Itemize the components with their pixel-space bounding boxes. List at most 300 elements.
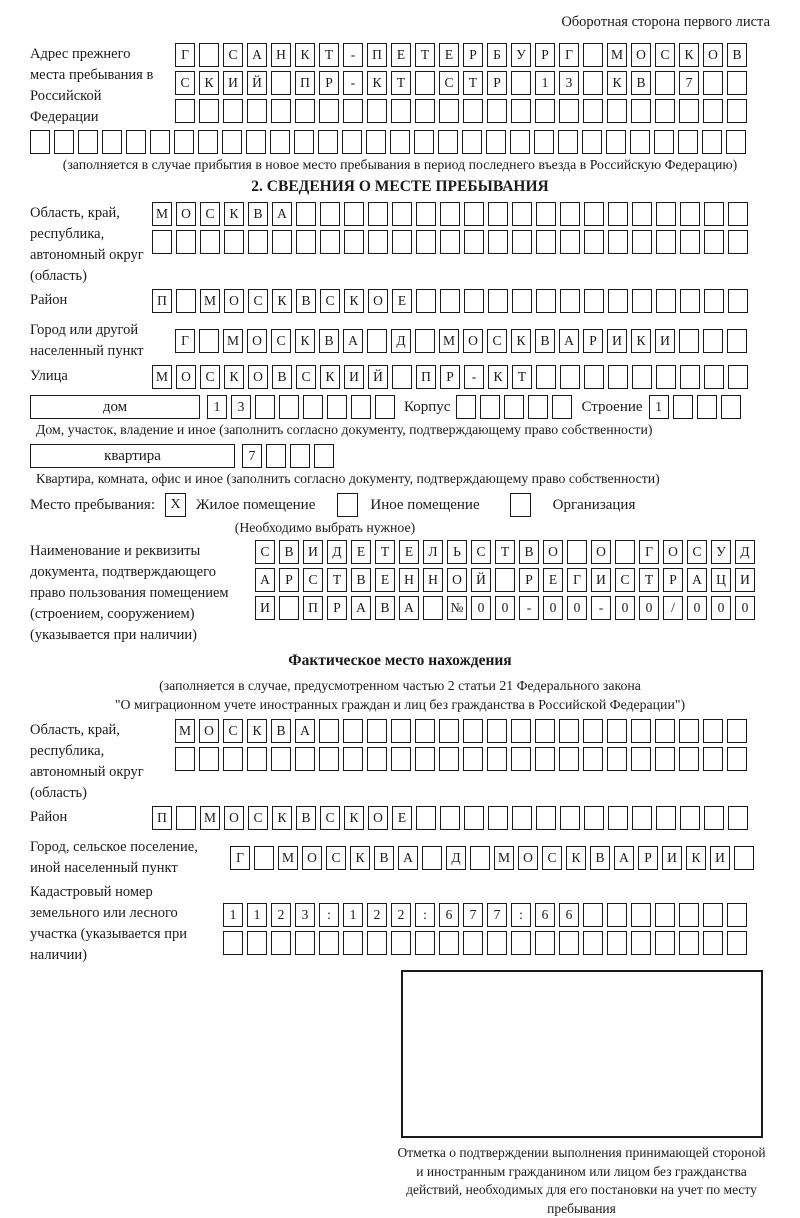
char-cell[interactable]: И: [655, 329, 675, 353]
char-cell[interactable]: [487, 99, 507, 123]
char-cell[interactable]: П: [416, 365, 436, 389]
char-cell[interactable]: [679, 903, 699, 927]
char-cell[interactable]: 1: [535, 71, 555, 95]
char-cell[interactable]: [416, 230, 436, 254]
char-cell[interactable]: [223, 747, 243, 771]
char-cell[interactable]: К: [344, 289, 364, 313]
char-cell[interactable]: Й: [368, 365, 388, 389]
char-cell[interactable]: [535, 719, 555, 743]
char-cell[interactable]: Е: [391, 43, 411, 67]
char-cell[interactable]: [464, 289, 484, 313]
char-cell[interactable]: 2: [367, 903, 387, 927]
checkbox-other-premises[interactable]: [337, 493, 358, 517]
char-cell[interactable]: П: [295, 71, 315, 95]
char-cell[interactable]: [470, 846, 490, 870]
char-cell[interactable]: [319, 719, 339, 743]
char-cell[interactable]: [727, 99, 747, 123]
char-cell[interactable]: С: [271, 329, 291, 353]
char-cell[interactable]: [486, 130, 506, 154]
char-cell[interactable]: [632, 289, 652, 313]
char-cell[interactable]: Т: [391, 71, 411, 95]
char-cell[interactable]: У: [511, 43, 531, 67]
char-cell[interactable]: Г: [639, 540, 659, 564]
char-cell[interactable]: 2: [391, 903, 411, 927]
char-cell[interactable]: [319, 99, 339, 123]
char-cell[interactable]: [254, 846, 274, 870]
char-cell[interactable]: Н: [271, 43, 291, 67]
char-cell[interactable]: [680, 230, 700, 254]
char-cell[interactable]: [344, 230, 364, 254]
char-cell[interactable]: [456, 395, 476, 419]
char-cell[interactable]: Р: [663, 568, 683, 592]
char-cell[interactable]: Д: [391, 329, 411, 353]
char-cell[interactable]: 0: [615, 596, 635, 620]
char-cell[interactable]: И: [607, 329, 627, 353]
char-cell[interactable]: С: [687, 540, 707, 564]
char-cell[interactable]: [344, 202, 364, 226]
checkbox-residential[interactable]: X: [165, 493, 186, 517]
char-cell[interactable]: [463, 931, 483, 955]
char-cell[interactable]: О: [591, 540, 611, 564]
char-cell[interactable]: А: [255, 568, 275, 592]
char-cell[interactable]: [511, 719, 531, 743]
char-cell[interactable]: [679, 99, 699, 123]
char-cell[interactable]: 7: [463, 903, 483, 927]
char-cell[interactable]: Р: [535, 43, 555, 67]
char-cell[interactable]: С: [542, 846, 562, 870]
char-cell[interactable]: Р: [319, 71, 339, 95]
char-cell[interactable]: [536, 806, 556, 830]
char-cell[interactable]: [152, 230, 172, 254]
char-cell[interactable]: [536, 202, 556, 226]
char-cell[interactable]: Е: [392, 289, 412, 313]
char-cell[interactable]: [367, 99, 387, 123]
char-cell[interactable]: [656, 365, 676, 389]
char-cell[interactable]: Д: [446, 846, 466, 870]
char-cell[interactable]: [631, 903, 651, 927]
char-cell[interactable]: В: [727, 43, 747, 67]
char-cell[interactable]: [656, 289, 676, 313]
char-cell[interactable]: Ц: [711, 568, 731, 592]
char-cell[interactable]: [511, 747, 531, 771]
char-cell[interactable]: О: [631, 43, 651, 67]
char-cell[interactable]: И: [735, 568, 755, 592]
char-cell[interactable]: О: [368, 289, 388, 313]
char-cell[interactable]: [222, 130, 242, 154]
char-cell[interactable]: Р: [583, 329, 603, 353]
char-cell[interactable]: [272, 230, 292, 254]
char-cell[interactable]: [512, 289, 532, 313]
char-cell[interactable]: [631, 99, 651, 123]
char-cell[interactable]: [296, 202, 316, 226]
char-cell[interactable]: [416, 202, 436, 226]
char-cell[interactable]: А: [343, 329, 363, 353]
char-cell[interactable]: [390, 130, 410, 154]
char-cell[interactable]: [30, 130, 50, 154]
char-cell[interactable]: [727, 747, 747, 771]
char-cell[interactable]: К: [367, 71, 387, 95]
char-cell[interactable]: К: [679, 43, 699, 67]
char-cell[interactable]: [343, 719, 363, 743]
char-cell[interactable]: [608, 230, 628, 254]
char-cell[interactable]: [368, 202, 388, 226]
char-cell[interactable]: [734, 846, 754, 870]
char-cell[interactable]: С: [655, 43, 675, 67]
char-cell[interactable]: [727, 903, 747, 927]
char-cell[interactable]: О: [368, 806, 388, 830]
char-cell[interactable]: [414, 130, 434, 154]
char-cell[interactable]: С: [439, 71, 459, 95]
char-cell[interactable]: [199, 99, 219, 123]
char-cell[interactable]: А: [399, 596, 419, 620]
char-cell[interactable]: [615, 540, 635, 564]
char-cell[interactable]: [680, 806, 700, 830]
char-cell[interactable]: [495, 568, 515, 592]
char-cell[interactable]: М: [175, 719, 195, 743]
char-cell[interactable]: [487, 719, 507, 743]
char-cell[interactable]: В: [590, 846, 610, 870]
char-cell[interactable]: [536, 365, 556, 389]
char-cell[interactable]: К: [511, 329, 531, 353]
char-cell[interactable]: [463, 747, 483, 771]
char-cell[interactable]: В: [279, 540, 299, 564]
char-cell[interactable]: [327, 395, 347, 419]
char-cell[interactable]: -: [464, 365, 484, 389]
char-cell[interactable]: Р: [279, 568, 299, 592]
char-cell[interactable]: [721, 395, 741, 419]
char-cell[interactable]: [319, 931, 339, 955]
char-cell[interactable]: [271, 931, 291, 955]
char-cell[interactable]: [463, 99, 483, 123]
char-cell[interactable]: 0: [567, 596, 587, 620]
char-cell[interactable]: Г: [175, 329, 195, 353]
char-cell[interactable]: [608, 202, 628, 226]
char-cell[interactable]: [536, 230, 556, 254]
char-cell[interactable]: М: [494, 846, 514, 870]
char-cell[interactable]: [294, 130, 314, 154]
char-cell[interactable]: К: [686, 846, 706, 870]
char-cell[interactable]: А: [559, 329, 579, 353]
char-cell[interactable]: О: [543, 540, 563, 564]
char-cell[interactable]: В: [375, 596, 395, 620]
char-cell[interactable]: Б: [487, 43, 507, 67]
char-cell[interactable]: 0: [471, 596, 491, 620]
char-cell[interactable]: Е: [392, 806, 412, 830]
char-cell[interactable]: [727, 719, 747, 743]
char-cell[interactable]: 2: [271, 903, 291, 927]
char-cell[interactable]: [608, 365, 628, 389]
char-cell[interactable]: [607, 903, 627, 927]
char-cell[interactable]: Т: [495, 540, 515, 564]
char-cell[interactable]: [583, 719, 603, 743]
char-cell[interactable]: К: [350, 846, 370, 870]
char-cell[interactable]: [703, 931, 723, 955]
char-cell[interactable]: [631, 931, 651, 955]
char-cell[interactable]: [535, 931, 555, 955]
char-cell[interactable]: О: [224, 806, 244, 830]
char-cell[interactable]: [464, 230, 484, 254]
char-cell[interactable]: В: [519, 540, 539, 564]
char-cell[interactable]: [559, 931, 579, 955]
char-cell[interactable]: А: [272, 202, 292, 226]
char-cell[interactable]: [480, 395, 500, 419]
char-cell[interactable]: [584, 365, 604, 389]
char-cell[interactable]: [607, 719, 627, 743]
char-cell[interactable]: Р: [463, 43, 483, 67]
char-cell[interactable]: [488, 202, 508, 226]
char-cell[interactable]: [728, 806, 748, 830]
char-cell[interactable]: [632, 202, 652, 226]
char-cell[interactable]: [511, 931, 531, 955]
char-cell[interactable]: -: [519, 596, 539, 620]
char-cell[interactable]: К: [631, 329, 651, 353]
char-cell[interactable]: [392, 202, 412, 226]
char-cell[interactable]: К: [224, 202, 244, 226]
char-cell[interactable]: [607, 931, 627, 955]
char-cell[interactable]: К: [320, 365, 340, 389]
char-cell[interactable]: [391, 931, 411, 955]
char-cell[interactable]: Р: [487, 71, 507, 95]
char-cell[interactable]: [584, 230, 604, 254]
char-cell[interactable]: [488, 806, 508, 830]
char-cell[interactable]: В: [296, 806, 316, 830]
char-cell[interactable]: [584, 289, 604, 313]
char-cell[interactable]: [535, 99, 555, 123]
char-cell[interactable]: Д: [735, 540, 755, 564]
char-cell[interactable]: [679, 931, 699, 955]
char-cell[interactable]: /: [663, 596, 683, 620]
char-cell[interactable]: И: [344, 365, 364, 389]
char-cell[interactable]: [247, 747, 267, 771]
char-cell[interactable]: О: [703, 43, 723, 67]
char-cell[interactable]: О: [176, 365, 196, 389]
char-cell[interactable]: [279, 596, 299, 620]
char-cell[interactable]: К: [488, 365, 508, 389]
char-cell[interactable]: [655, 71, 675, 95]
char-cell[interactable]: К: [607, 71, 627, 95]
char-cell[interactable]: М: [607, 43, 627, 67]
char-cell[interactable]: П: [152, 806, 172, 830]
char-cell[interactable]: [656, 230, 676, 254]
char-cell[interactable]: [728, 365, 748, 389]
char-cell[interactable]: [223, 99, 243, 123]
char-cell[interactable]: [392, 365, 412, 389]
char-cell[interactable]: -: [591, 596, 611, 620]
char-cell[interactable]: 6: [535, 903, 555, 927]
char-cell[interactable]: [632, 230, 652, 254]
char-cell[interactable]: [678, 130, 698, 154]
char-cell[interactable]: [439, 99, 459, 123]
char-cell[interactable]: И: [255, 596, 275, 620]
char-cell[interactable]: [343, 931, 363, 955]
char-cell[interactable]: [559, 747, 579, 771]
char-cell[interactable]: [727, 931, 747, 955]
char-cell[interactable]: [704, 806, 724, 830]
char-cell[interactable]: [680, 202, 700, 226]
char-cell[interactable]: С: [223, 43, 243, 67]
char-cell[interactable]: С: [248, 289, 268, 313]
char-cell[interactable]: [367, 719, 387, 743]
char-cell[interactable]: С: [326, 846, 346, 870]
char-cell[interactable]: О: [463, 329, 483, 353]
char-cell[interactable]: И: [223, 71, 243, 95]
char-cell[interactable]: 1: [649, 395, 669, 419]
char-cell[interactable]: 0: [639, 596, 659, 620]
char-cell[interactable]: С: [200, 202, 220, 226]
char-cell[interactable]: Й: [247, 71, 267, 95]
char-cell[interactable]: Н: [399, 568, 419, 592]
char-cell[interactable]: 1: [207, 395, 227, 419]
char-cell[interactable]: [440, 202, 460, 226]
char-cell[interactable]: [320, 202, 340, 226]
char-cell[interactable]: [726, 130, 746, 154]
char-cell[interactable]: [488, 230, 508, 254]
char-cell[interactable]: В: [296, 289, 316, 313]
char-cell[interactable]: [704, 289, 724, 313]
char-cell[interactable]: [607, 99, 627, 123]
char-cell[interactable]: [560, 365, 580, 389]
char-cell[interactable]: 3: [231, 395, 251, 419]
char-cell[interactable]: К: [344, 806, 364, 830]
char-cell[interactable]: Е: [351, 540, 371, 564]
char-cell[interactable]: В: [248, 202, 268, 226]
char-cell[interactable]: Р: [519, 568, 539, 592]
char-cell[interactable]: [703, 99, 723, 123]
char-cell[interactable]: [174, 130, 194, 154]
char-cell[interactable]: В: [271, 719, 291, 743]
char-cell[interactable]: [584, 202, 604, 226]
char-cell[interactable]: С: [200, 365, 220, 389]
char-cell[interactable]: [415, 329, 435, 353]
char-cell[interactable]: [703, 903, 723, 927]
char-cell[interactable]: [314, 444, 334, 468]
char-cell[interactable]: [248, 230, 268, 254]
char-cell[interactable]: [415, 71, 435, 95]
char-cell[interactable]: [583, 747, 603, 771]
char-cell[interactable]: [415, 931, 435, 955]
char-cell[interactable]: [680, 289, 700, 313]
char-cell[interactable]: :: [511, 903, 531, 927]
char-cell[interactable]: [512, 230, 532, 254]
char-cell[interactable]: [512, 806, 532, 830]
char-cell[interactable]: [487, 747, 507, 771]
char-cell[interactable]: М: [152, 365, 172, 389]
char-cell[interactable]: [607, 747, 627, 771]
char-cell[interactable]: [247, 99, 267, 123]
char-cell[interactable]: [583, 931, 603, 955]
char-cell[interactable]: [224, 230, 244, 254]
char-cell[interactable]: [440, 230, 460, 254]
char-cell[interactable]: [176, 806, 196, 830]
char-cell[interactable]: [303, 395, 323, 419]
char-cell[interactable]: В: [535, 329, 555, 353]
char-cell[interactable]: 6: [559, 903, 579, 927]
char-cell[interactable]: [704, 230, 724, 254]
char-cell[interactable]: [582, 130, 602, 154]
char-cell[interactable]: [296, 230, 316, 254]
char-cell[interactable]: [199, 329, 219, 353]
char-cell[interactable]: :: [319, 903, 339, 927]
char-cell[interactable]: Т: [639, 568, 659, 592]
char-cell[interactable]: [583, 903, 603, 927]
char-cell[interactable]: И: [662, 846, 682, 870]
char-cell[interactable]: [102, 130, 122, 154]
char-cell[interactable]: О: [199, 719, 219, 743]
char-cell[interactable]: К: [272, 806, 292, 830]
char-cell[interactable]: [271, 71, 291, 95]
char-cell[interactable]: С: [296, 365, 316, 389]
char-cell[interactable]: 3: [295, 903, 315, 927]
char-cell[interactable]: С: [320, 289, 340, 313]
char-cell[interactable]: 0: [687, 596, 707, 620]
char-cell[interactable]: 1: [343, 903, 363, 927]
char-cell[interactable]: [199, 43, 219, 67]
char-cell[interactable]: [199, 747, 219, 771]
char-cell[interactable]: Т: [319, 43, 339, 67]
char-cell[interactable]: [343, 99, 363, 123]
char-cell[interactable]: [439, 931, 459, 955]
char-cell[interactable]: [560, 202, 580, 226]
char-cell[interactable]: В: [374, 846, 394, 870]
char-cell[interactable]: О: [247, 329, 267, 353]
char-cell[interactable]: М: [152, 202, 172, 226]
char-cell[interactable]: Р: [327, 596, 347, 620]
char-cell[interactable]: [560, 806, 580, 830]
char-cell[interactable]: [176, 289, 196, 313]
char-cell[interactable]: [247, 931, 267, 955]
char-cell[interactable]: П: [367, 43, 387, 67]
char-cell[interactable]: Г: [567, 568, 587, 592]
char-cell[interactable]: [422, 846, 442, 870]
char-cell[interactable]: О: [248, 365, 268, 389]
char-cell[interactable]: [318, 130, 338, 154]
char-cell[interactable]: А: [687, 568, 707, 592]
char-cell[interactable]: [440, 806, 460, 830]
char-cell[interactable]: [343, 747, 363, 771]
char-cell[interactable]: Г: [559, 43, 579, 67]
char-cell[interactable]: [567, 540, 587, 564]
char-cell[interactable]: [702, 130, 722, 154]
char-cell[interactable]: [295, 99, 315, 123]
char-cell[interactable]: [655, 903, 675, 927]
char-cell[interactable]: [630, 130, 650, 154]
char-cell[interactable]: 7: [487, 903, 507, 927]
char-cell[interactable]: Ь: [447, 540, 467, 564]
char-cell[interactable]: [511, 71, 531, 95]
char-cell[interactable]: [728, 230, 748, 254]
char-cell[interactable]: М: [439, 329, 459, 353]
char-cell[interactable]: Е: [543, 568, 563, 592]
char-cell[interactable]: [342, 130, 362, 154]
char-cell[interactable]: [320, 230, 340, 254]
char-cell[interactable]: С: [175, 71, 195, 95]
char-cell[interactable]: М: [223, 329, 243, 353]
char-cell[interactable]: С: [248, 806, 268, 830]
char-cell[interactable]: [279, 395, 299, 419]
char-cell[interactable]: [319, 747, 339, 771]
char-cell[interactable]: [656, 202, 676, 226]
char-cell[interactable]: О: [518, 846, 538, 870]
char-cell[interactable]: К: [247, 719, 267, 743]
char-cell[interactable]: №: [447, 596, 467, 620]
char-cell[interactable]: А: [295, 719, 315, 743]
char-cell[interactable]: [560, 230, 580, 254]
char-cell[interactable]: [728, 289, 748, 313]
char-cell[interactable]: [366, 130, 386, 154]
char-cell[interactable]: М: [200, 806, 220, 830]
char-cell[interactable]: Г: [175, 43, 195, 67]
char-cell[interactable]: [631, 747, 651, 771]
